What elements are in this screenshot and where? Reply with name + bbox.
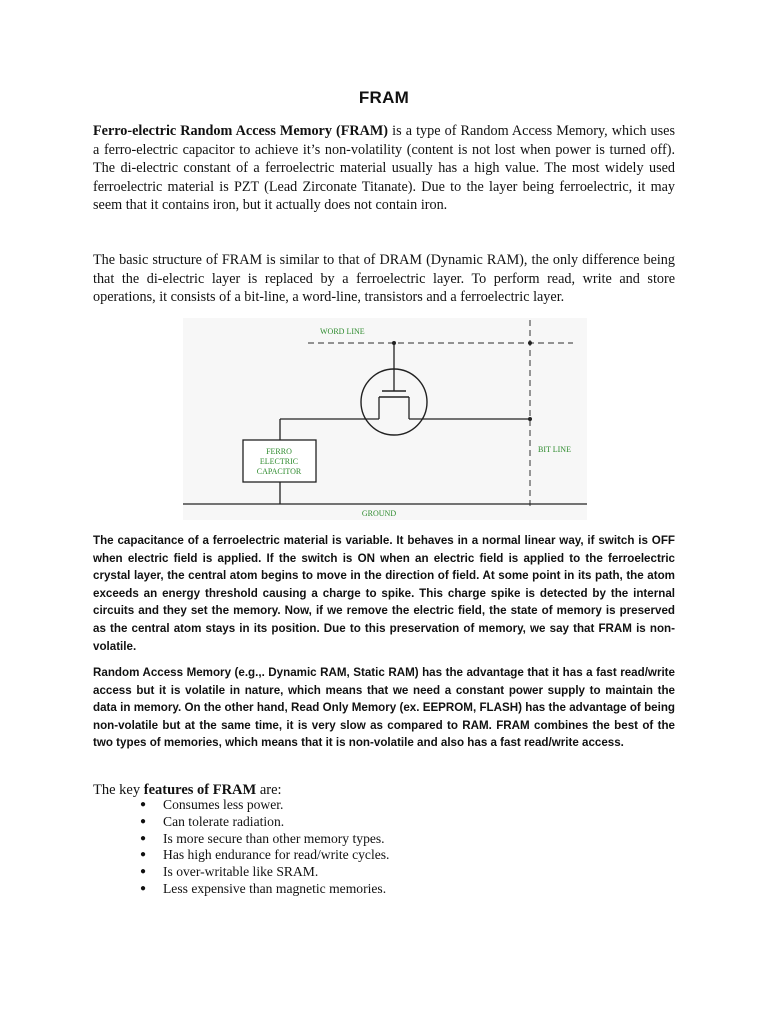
bit-line-label: BIT LINE (538, 445, 571, 454)
feature-item: ● Less expensive than magnetic memories. (140, 880, 387, 896)
word-line-label: WORD LINE (320, 327, 365, 336)
features-intro-suffix: are: (256, 782, 282, 798)
bullet-icon: ● (140, 799, 147, 810)
feature-item: ● Is over-writable like SRAM. (140, 864, 319, 880)
intro-paragraph (93, 122, 675, 215)
capacitor-label-line3: CAPACITOR (256, 467, 302, 476)
structure-paragraph: The basic structure of FRAM is similar to that of DRAM (Dynamic RAM), the only difference being that the di-electric layer is replaced by a ferroelectric layer. To perform read, write and store operations, it consists of a bit-line, a word-line, transistors and a ferroelectric layer. (93, 252, 675, 305)
intro-term: Ferro-electric Random Access Memory (FRAM) (93, 123, 389, 139)
features-intro-bold: features of FRAM (143, 782, 257, 798)
ground-label: GROUND (361, 509, 397, 518)
capacitor-label-line2: ELECTRIC (259, 457, 299, 466)
bullet-icon: ● (140, 832, 147, 844)
page-title: FRAM (358, 88, 410, 107)
bullet-icon: ● (140, 849, 147, 861)
feature-item: ● Has high endurance for read/write cycles. (140, 847, 390, 863)
feature-item: ● Can tolerate radiation. (140, 813, 285, 829)
bullet-icon: ● (140, 882, 147, 894)
bullet-icon: ● (140, 815, 147, 827)
feature-item: ● Consumes less power. (140, 797, 284, 812)
fram-circuit-diagram (183, 318, 587, 520)
features-intro-prefix: The key (93, 782, 144, 798)
intro-text: is a type of Random Access Memory, which uses a ferro-electric capacitor to achieve it’s non-volatility (content is not lost when power is turned off). The di-electric constant of a ferroelectric material usually has a high value. The most widely used ferroelectric material is PZT (Lead Zirconate Titanate). Due to the layer being ferroelectric, it may seem that it contains iron, but it actually does not contain iron. (93, 123, 675, 213)
bullet-icon: ● (140, 866, 147, 878)
feature-item: ● Is more secure than other memory types. (140, 830, 385, 846)
capacitance-paragraph: The capacitance of a ferroelectric material is variable. It behaves in a normal linear way, if switch is OFF when electric field is applied. If the switch is ON when an electric field is applied to the ferroelectric crystal layer, the central atom begins to move in the direction of field. At some point in its path, the atom exceeds an energy threshold causing a charge to spike. This charge spike is detected by the internal circuits and they set the memory. Now, if we remove the electric field, the state of memory is preserved as the central atom stays in its position. Due to this preservation of memory, we say that FRAM is non-volatile. (93, 534, 675, 653)
comparison-paragraph: Random Access Memory (e.g.,. Dynamic RAM, Static RAM) has the advantage that it has a fast read/write access but it is volatile in nature, which means that we need a constant power supply to maintain the data in memory. On the other hand, Read Only Memory (ex. EEPROM, FLASH) has the advantage of being non-volatile but at the same time, it is very slow as compared to RAM. FRAM combines the best of the two types of memories, which means that it is non-volatile and also has a fast read/write access. (93, 666, 675, 750)
features-list (140, 797, 389, 898)
capacitor-label-line1: FERRO (266, 447, 292, 456)
